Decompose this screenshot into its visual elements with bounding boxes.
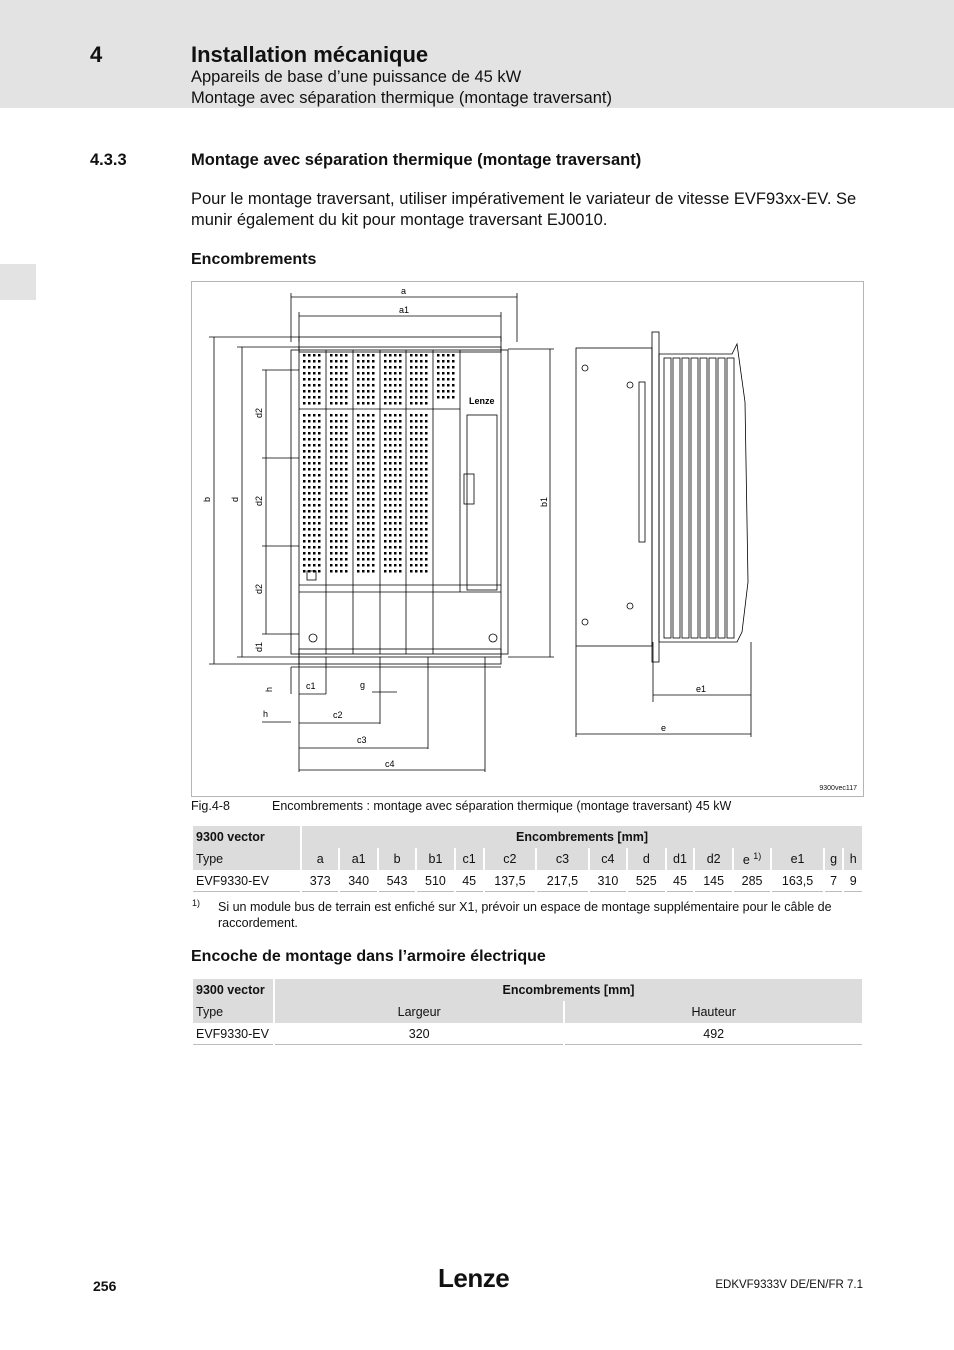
cut-table-width-value: 320 (275, 1023, 563, 1045)
chapter-number: 4 (90, 42, 103, 67)
cut-table-row-type: EVF9330-EV (193, 1023, 273, 1045)
dim-table-value-c1: 45 (456, 870, 483, 892)
dim-table-value-a: 373 (302, 870, 338, 892)
dim-table-col-a: a (302, 848, 338, 870)
chapter-title: Installation mécanique (191, 42, 429, 67)
dim-table-col-d: d (628, 848, 664, 870)
cutout-table (191, 979, 864, 1045)
heading-dimensions: Encombrements (191, 251, 317, 268)
dim-table-value-c4: 310 (590, 870, 626, 892)
dim-table-col-c4: c4 (590, 848, 626, 870)
dimension-drawing (192, 282, 863, 796)
front-view (291, 337, 508, 667)
label-e1: e1 (696, 684, 707, 694)
dim-table-row-type: EVF9330-EV (193, 870, 300, 892)
dim-table-col-g: g (825, 848, 843, 870)
dim-table-e-footnote-mark: 1) (753, 850, 762, 861)
label-e: e (661, 723, 667, 733)
label-d1: d1 (254, 641, 264, 652)
dim-table-col-c2: c2 (485, 848, 536, 870)
dim-table-value-d2: 145 (695, 870, 731, 892)
dim-table-col-a1: a1 (340, 848, 376, 870)
dim-table-value-h: 9 (844, 870, 862, 892)
page-number: 256 (93, 1278, 117, 1294)
label-d2-middle: d2 (254, 495, 264, 506)
dim-table-value-b1: 510 (417, 870, 453, 892)
figure-code: 9300vec117 (819, 785, 857, 792)
dim-table-col-b: b (379, 848, 415, 870)
label-c4: c4 (385, 759, 395, 769)
label-d: d (230, 496, 240, 502)
label-c2: c2 (333, 710, 343, 720)
dim-table-value-d: 525 (628, 870, 664, 892)
dim-table-col-c3: c3 (537, 848, 588, 870)
dim-table-value-e: 285 (734, 870, 770, 892)
dimensions-table (191, 826, 864, 892)
dim-table-type-label: Type (193, 848, 300, 870)
label-b: b (202, 496, 212, 502)
section-title: Montage avec séparation thermique (montage traversant) (191, 151, 642, 169)
dim-table-value-e1: 163,5 (772, 870, 823, 892)
heading-cutout: Encoche de montage dans l’armoire électrique (191, 948, 546, 965)
label-a: a (401, 286, 407, 296)
dim-table-group-header: Encombrements [mm] (302, 826, 862, 848)
dim-table-value-b: 543 (379, 870, 415, 892)
label-c1: c1 (306, 681, 316, 691)
label-d2-top: d2 (254, 407, 264, 418)
dim-table-col-d2: d2 (695, 848, 731, 870)
figure-caption-text: Encombrements : montage avec séparation thermique (montage traversant) 45 kW (272, 799, 732, 813)
dim-table-col-e1: e1 (772, 848, 823, 870)
front-brand-label: Lenze (469, 396, 495, 406)
side-view (576, 332, 751, 737)
label-b1: b1 (539, 496, 549, 507)
label-a1: a1 (399, 305, 410, 315)
dim-table-value-c2: 137,5 (485, 870, 536, 892)
label-h: h (263, 709, 269, 719)
label-d2-bottom: d2 (254, 583, 264, 594)
dimension-figure (191, 281, 864, 797)
dim-table-col-h: h (844, 848, 862, 870)
chapter-subtitle-1: Appareils de base d’une puissance de 45 kW (191, 68, 522, 86)
cut-table-group-header: Encombrements [mm] (275, 979, 862, 1001)
label-h-vertical: h (264, 686, 274, 692)
section-number: 4.3.3 (90, 151, 127, 169)
dim-table-col-b1: b1 (417, 848, 453, 870)
figure-caption-number: Fig.4-8 (191, 799, 230, 813)
dim-table-col-d1: d1 (667, 848, 694, 870)
label-c3: c3 (357, 735, 367, 745)
footnote-mark: 1) (192, 898, 201, 908)
cut-table-type-label: Type (193, 1001, 273, 1023)
chapter-subtitle-2: Montage avec séparation thermique (montage traversant) (191, 89, 612, 107)
cut-table-height-value: 492 (565, 1023, 862, 1045)
dim-table-value-c3: 217,5 (537, 870, 588, 892)
dim-table-value-d1: 45 (667, 870, 694, 892)
document-code: EDKVF9333V DE/EN/FR 7.1 (715, 1279, 863, 1291)
cut-table-col-width: Largeur (275, 1001, 563, 1023)
footnote-text: Si un module bus de terrain est enfiché sur X1, prévoir un espace de montage supplémentaire pour le câble de raccordement. (218, 900, 832, 930)
dim-table-value-a1: 340 (340, 870, 376, 892)
dim-table-col-c1: c1 (456, 848, 483, 870)
label-g: g (360, 680, 366, 690)
dim-table-value-g: 7 (825, 870, 843, 892)
cut-table-col-height: Hauteur (565, 1001, 862, 1023)
dim-table-col-e: e $^{1)}$ (734, 848, 770, 870)
cut-table-product: 9300 vector (193, 979, 273, 1001)
front-dimension-lines (209, 293, 554, 772)
intro-paragraph: Pour le montage traversant, utiliser impérativement le variateur de vitesse EVF93xx-EV. Se munir également du kit pour montage traversant EJ0010. (191, 190, 857, 229)
dim-table-product: 9300 vector (193, 826, 300, 848)
footer-logo: Lenze (438, 1263, 510, 1293)
chapter-side-tab (0, 264, 36, 300)
